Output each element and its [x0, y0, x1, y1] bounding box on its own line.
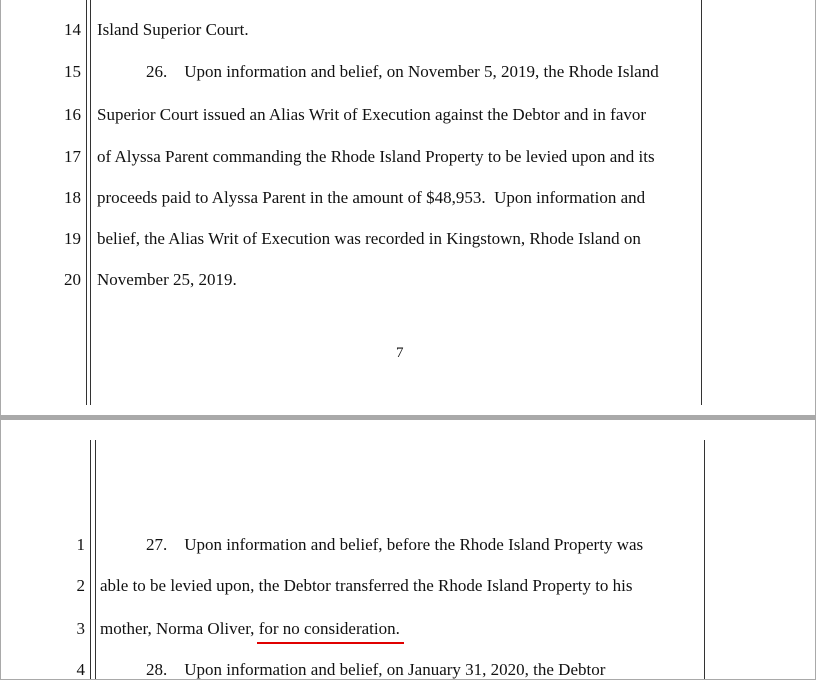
- line-number: 1: [76, 535, 85, 554]
- document-line: Superior Court issued an Alias Writ of Execution against the Debtor and in favor: [97, 105, 647, 124]
- document-page-8: [1, 420, 815, 679]
- page-number: 7: [396, 345, 404, 361]
- document-line: [100, 619, 400, 639]
- margin-rule-right: [704, 440, 705, 679]
- line-number: 14: [64, 20, 81, 39]
- line-number: 20: [64, 270, 81, 289]
- line-number: 4: [76, 660, 85, 679]
- document-line: of Alyssa Parent commanding the Rhode Island Property to be levied upon and its: [97, 147, 655, 166]
- margin-rule-left-outer: [86, 0, 87, 405]
- margin-rule-right: [701, 0, 702, 405]
- document-page-7: [1, 0, 815, 415]
- highlighted-phrase: for no consideration.: [258, 619, 400, 638]
- document-line: Island Superior Court.: [97, 20, 249, 39]
- document-line: proceeds paid to Alyssa Parent in the amount of $48,953. Upon information and: [97, 188, 646, 207]
- line-number: 19: [64, 229, 81, 248]
- line-number: 15: [64, 62, 81, 81]
- line-text: mother, Norma Oliver,: [100, 619, 259, 638]
- document-line: November 25, 2019.: [97, 270, 237, 289]
- document-line: belief, the Alias Writ of Execution was recorded in Kingstown, Rhode Island on: [97, 229, 641, 248]
- line-number: 18: [64, 188, 81, 207]
- document-line: 26. Upon information and belief, on November 5, 2019, the Rhode Island: [146, 62, 659, 81]
- line-number: 3: [76, 619, 85, 638]
- document-line: 27. Upon information and belief, before the Rhode Island Property was: [146, 535, 644, 554]
- margin-rule-left-inner: [95, 440, 96, 679]
- line-number: 16: [64, 105, 81, 124]
- margin-rule-left-outer: [90, 440, 91, 679]
- margin-rule-left-inner: [90, 0, 91, 405]
- line-number: 2: [76, 576, 85, 595]
- line-number: 17: [64, 147, 81, 166]
- document-line: able to be levied upon, the Debtor transferred the Rhode Island Property to his: [100, 576, 633, 595]
- document-line: 28. Upon information and belief, on January 31, 2020, the Debtor: [146, 660, 606, 679]
